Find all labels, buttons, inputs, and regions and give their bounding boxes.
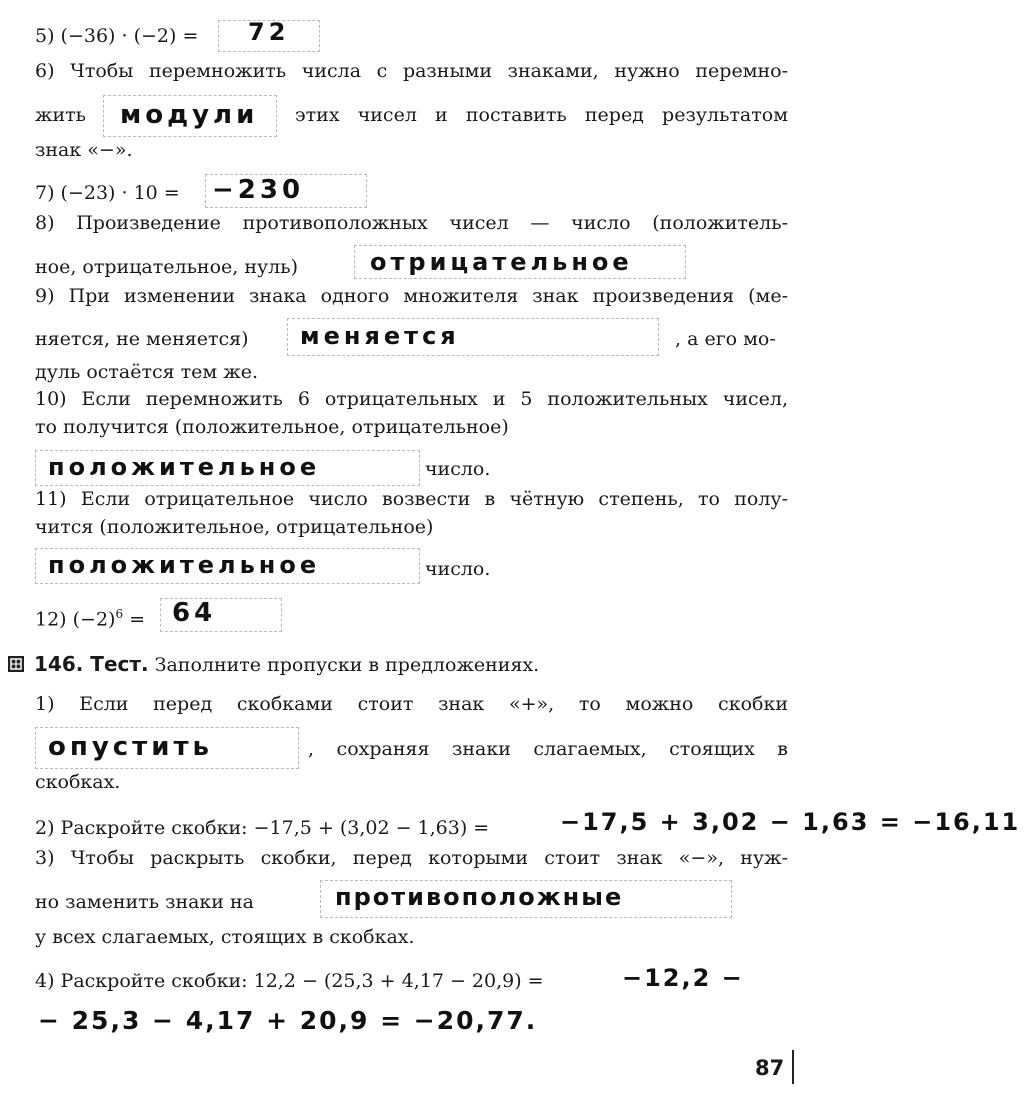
item-7-expression: 7) (−23) · 10 = <box>35 182 180 204</box>
item-10-line-2: то получится (положительное, отрицательное) <box>35 416 509 438</box>
item-11-line-1: 11) Если отрицательное число возвести в чётную степень, то полу- <box>35 488 788 510</box>
exercise-instruction: Заполните пропуски в предложениях. <box>154 654 540 676</box>
exercise-heading <box>34 654 539 675</box>
item-9-answer: меняется <box>300 322 460 350</box>
item-10-suffix: число. <box>425 458 491 480</box>
item-6-prefix: жить <box>35 104 86 126</box>
item-12-equals: = <box>123 608 146 631</box>
item-8-line-1: 8) Произведение противоположных чисел — число (положитель- <box>35 212 788 234</box>
item-6-line-1: 6) Чтобы перемножить числа с разными знаками, нужно перемно- <box>35 60 788 82</box>
item-9-line-1: 9) При изменении знака одного множителя знак произведения (ме- <box>35 285 788 307</box>
item-5-answer: 72 <box>248 18 290 46</box>
item-8-answer: отрицательное <box>370 248 633 276</box>
q1-line-3: скобках. <box>35 771 121 793</box>
item-12-expression <box>35 608 145 629</box>
q4-answer-line-1: −12,2 − <box>622 964 744 992</box>
q3-line-3: у всех слагаемых, стоящих в скобках. <box>35 926 415 948</box>
q2-expression: 2) Раскройте скобки: −17,5 + (3,02 − 1,63) = <box>35 817 490 839</box>
item-9-line-3: дуль остаётся тем же. <box>35 361 259 383</box>
item-5-expression: 5) (−36) · (−2) = <box>35 25 199 47</box>
q3-line-2: но заменить знаки на <box>35 891 255 913</box>
exercise-marker-icon <box>8 656 24 672</box>
page-number-rule <box>792 1050 794 1084</box>
item-11-answer: положительное <box>48 551 321 579</box>
q1-line-2: , сохраняя знаки слагаемых, стоящих в <box>308 738 788 760</box>
q4-answer-line-2: − 25,3 − 4,17 + 20,9 = −20,77. <box>38 1006 538 1035</box>
q3-answer: противоположные <box>335 883 624 911</box>
item-11-line-2: чится (положительное, отрицательное) <box>35 516 434 538</box>
item-12-answer: 64 <box>172 598 217 628</box>
q1-answer: опустить <box>48 732 213 762</box>
item-7-answer: −230 <box>212 175 305 205</box>
item-12-exponent: 6 <box>115 607 124 621</box>
q2-answer: −17,5 + 3,02 − 1,63 = −16,11 <box>560 808 1021 836</box>
page-number: 87 <box>755 1056 785 1080</box>
item-11-suffix: число. <box>425 558 491 580</box>
item-6-answer: модули <box>120 100 259 130</box>
q4-expression: 4) Раскройте скобки: 12,2 − (25,3 + 4,17 − 20,9) = <box>35 970 544 992</box>
item-8-line-2: ное, отрицательное, нуль) <box>35 256 299 278</box>
item-12-base: 12) (−2) <box>35 608 116 631</box>
item-6-suffix: этих чисел и поставить перед результатом <box>295 104 788 126</box>
item-9-prefix: няется, не меняется) <box>35 328 249 350</box>
item-6-line-3: знак «−». <box>35 139 133 161</box>
exercise-number: 146. Тест. <box>34 652 149 676</box>
item-10-answer: положительное <box>48 453 321 481</box>
q3-line-1: 3) Чтобы раскрыть скобки, перед которыми стоит знак «−», нуж- <box>35 847 788 869</box>
item-10-line-1: 10) Если перемножить 6 отрицательных и 5 положительных чисел, <box>35 388 788 410</box>
q1-line-1: 1) Если перед скобками стоит знак «+», то можно скобки <box>35 693 788 715</box>
item-9-suffix: , а его мо- <box>675 328 776 350</box>
